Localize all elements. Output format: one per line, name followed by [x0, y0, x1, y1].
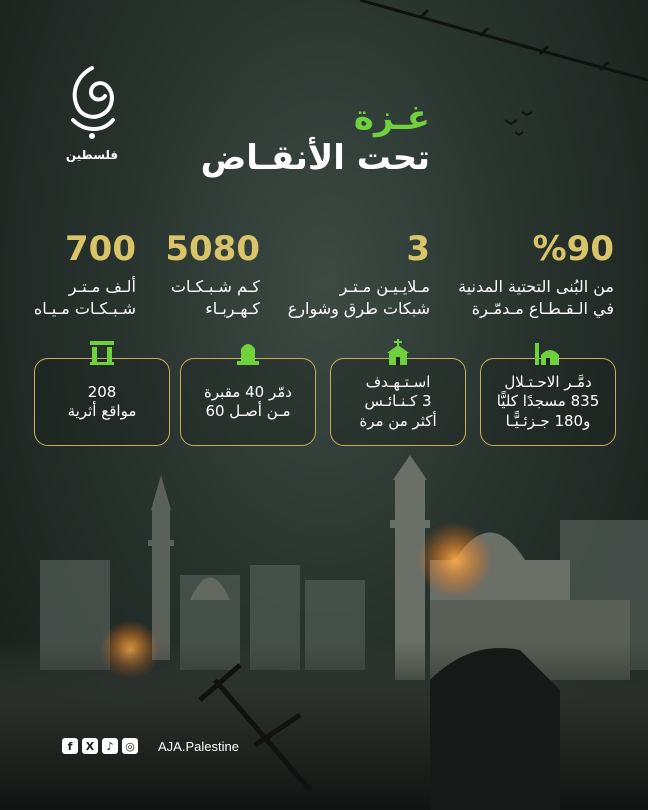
card-line-1: اسـتـهـدف: [365, 372, 431, 391]
tombstone-icon: [233, 339, 263, 365]
stat-label-line-1: ألـف مـتـر: [68, 277, 136, 296]
church-icon: [383, 339, 413, 365]
card-line-2: مواقع أثرية: [67, 402, 137, 420]
archway-icon: [87, 339, 117, 365]
stat-number: %90: [532, 229, 614, 269]
stat-water: [33, 229, 136, 319]
tiktok-icon[interactable]: ♪: [102, 738, 118, 754]
stat-label-line-1: كـم شـبـكـات: [170, 277, 260, 296]
title-line-2: تحت الأنقـاض: [200, 138, 430, 178]
stat-label-line-1: من البُنى التحتية المدنية: [458, 277, 614, 296]
card-line-2: 3 كـنـائـس: [364, 392, 432, 411]
stat-roads: [287, 229, 430, 319]
stat-infrastructure: [458, 229, 614, 319]
card-churches: [330, 358, 466, 446]
footer: [62, 738, 239, 754]
stat-label-line-2: كـهـربـاء: [205, 298, 260, 318]
card-line-1: 208: [87, 382, 117, 401]
card-line-2: مـن أصـل 60: [205, 402, 291, 420]
facebook-icon[interactable]: f: [62, 738, 78, 754]
al-jazeera-logo: [52, 62, 132, 162]
card-archaeological-sites: [34, 358, 170, 446]
card-line-3: أكثر من مرة: [359, 411, 437, 430]
card-line-1: دمَّـر الاحـتـلال: [504, 372, 592, 391]
card-line-3: و180 جـزئـيًّـا: [505, 411, 591, 430]
barbed-wire: [360, 0, 648, 80]
x-icon[interactable]: X: [82, 738, 98, 754]
card-mosques: [480, 358, 616, 446]
stat-label-line-2: في الـقـطـاع مـدمّـرة: [471, 298, 614, 318]
card-line-2: 835 مسجدًا كليًّا: [496, 392, 600, 411]
card-line-1: دمّر 40 مقبرة: [204, 382, 292, 401]
stat-label-line-2: شبكات طرق وشوارع: [287, 298, 430, 318]
card-cemeteries: [180, 358, 316, 446]
al-jazeera-emblem-icon: [59, 62, 125, 142]
stat-electricity: [165, 229, 260, 319]
stat-label-line-1: مـلايـيـن مـتـر: [339, 277, 430, 296]
stat-number: 700: [65, 229, 136, 269]
social-handle[interactable]: AJA.Palestine: [158, 738, 239, 754]
stat-number: 3: [406, 229, 430, 269]
stat-number: 5080: [165, 229, 260, 269]
mosque-icon: [533, 339, 563, 365]
title-line-1: غـزة: [353, 98, 430, 138]
stat-label-line-2: شـبـكـات مـيـاه: [33, 298, 136, 318]
instagram-icon[interactable]: ◎: [122, 738, 138, 754]
logo-caption: فلسطين: [65, 148, 119, 162]
